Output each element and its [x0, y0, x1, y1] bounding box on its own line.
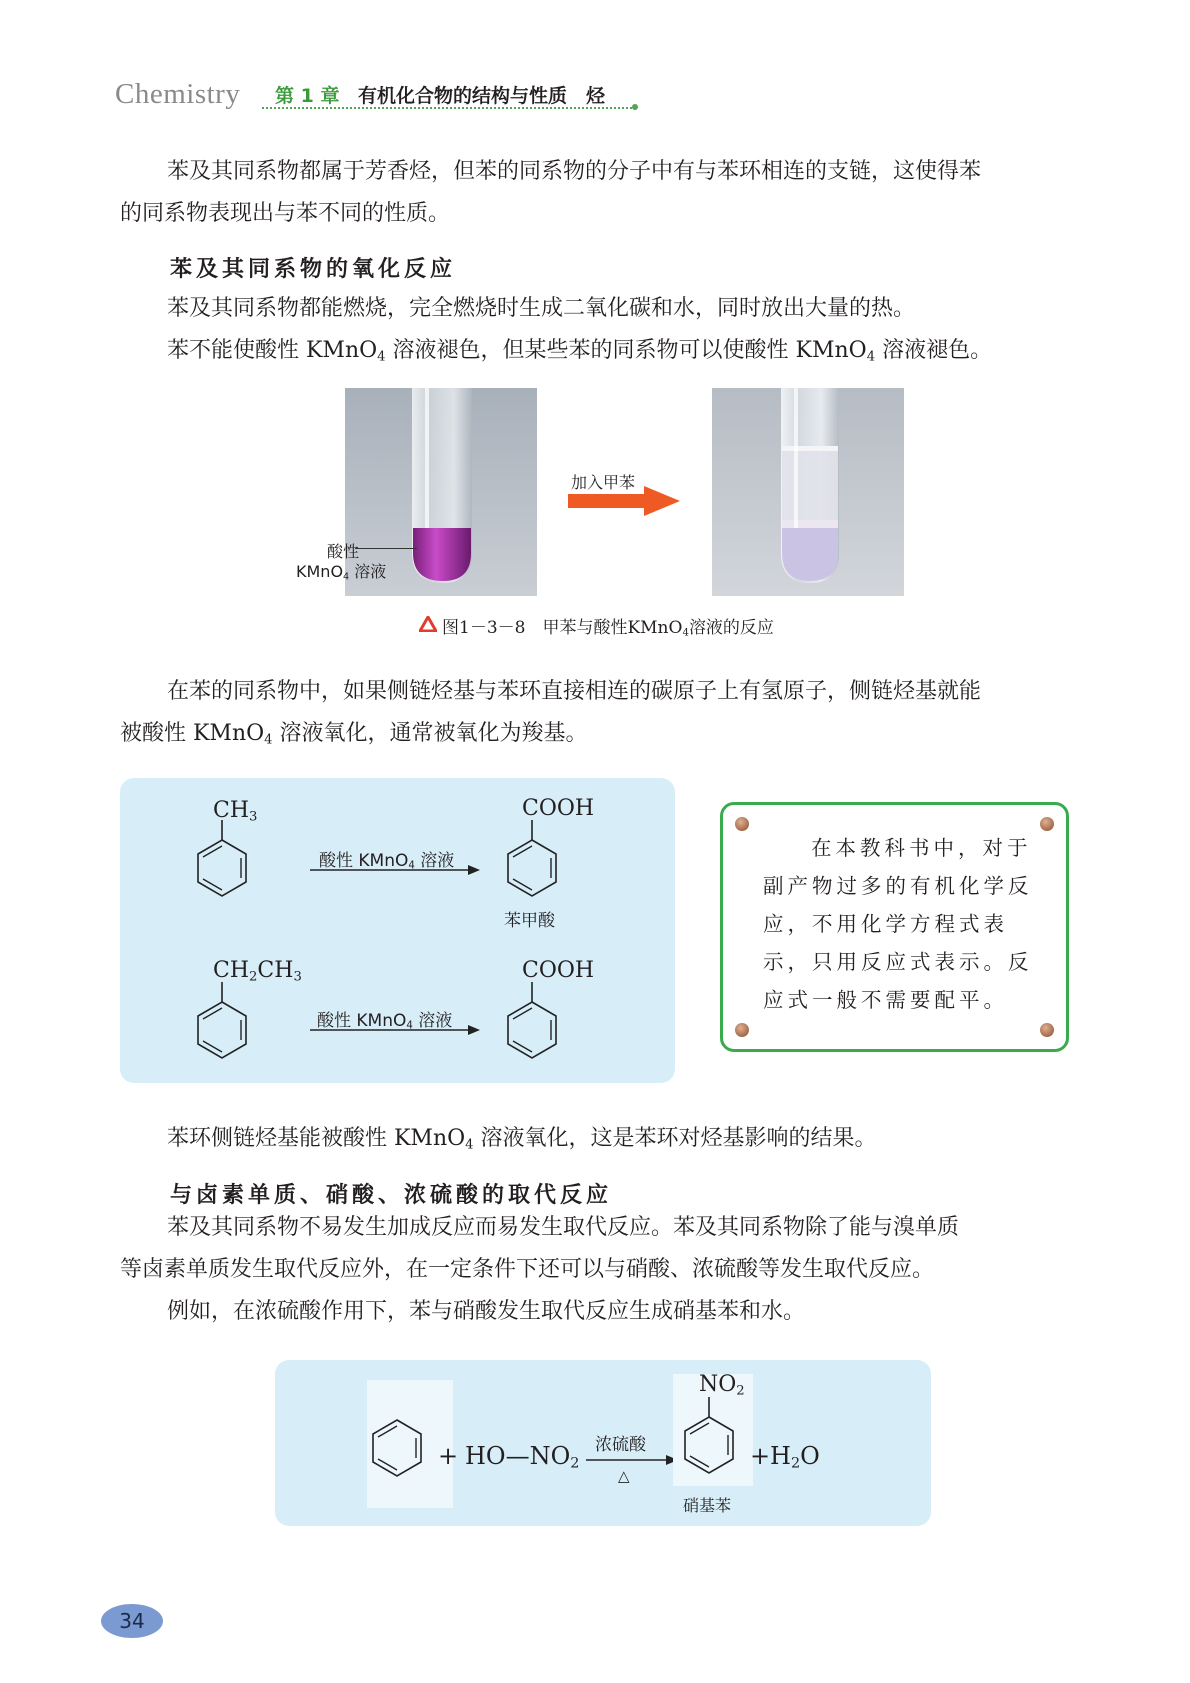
page-number: 34: [101, 1604, 163, 1638]
ethylbenzene-ring: [192, 982, 252, 1072]
benzoic-acid-formula-2: COOH: [522, 958, 595, 983]
toluene-formula: $CH_3$: [213, 798, 258, 825]
header-rule: [262, 107, 636, 109]
orange-arrow: [568, 486, 680, 516]
section1-paragraph: [120, 288, 1070, 378]
reagent-label-1: 酸性 KMnO$_4$ 溶液: [319, 851, 455, 872]
catalyst-label: 浓硫酸: [595, 1435, 646, 1455]
section1-heading: 苯及其同系物的氧化反应: [170, 257, 457, 282]
screw-icon: [735, 1023, 749, 1037]
toluene-ring: [192, 820, 252, 910]
note-text: 在本教科书中，对于副产物过多的有机化学反应，不用化学方程式表示，只用反应式表示。反应式一般不需要配平。: [763, 836, 1033, 1012]
section2-line3: 例如，在浓硫酸作用下，苯与硝酸发生取代反应生成硝基苯和水。: [167, 1299, 806, 1324]
section1-para1: 苯及其同系物都能燃烧，完全燃烧时生成二氧化碳和水，同时放出大量的热。: [167, 296, 916, 321]
nitric-acid-formula: $HO—NO_2$: [465, 1442, 580, 1472]
ethylbenzene-formula: $CH_2CH_3$: [213, 958, 302, 985]
benzoic-acid-ring: [502, 820, 562, 910]
screw-icon: [1040, 1023, 1054, 1037]
paragraph-3: [120, 671, 1070, 761]
nitration-reaction-box: [275, 1360, 931, 1526]
intro-line2: 的同系物表现出与苯不同的性质。: [120, 201, 451, 226]
test-tube-photo-after: [712, 388, 904, 596]
plus-sign-1: +: [438, 1442, 459, 1470]
header-dot: [632, 104, 638, 110]
caption-triangle-icon: [419, 616, 437, 632]
para3-line2: 被酸性 KMnO$_4$ 溶液氧化，通常被氧化为羧基。: [120, 721, 588, 748]
reaction-arrow-3: [586, 1454, 678, 1466]
section1-para2: 苯不能使酸性 KMnO$_4$ 溶液褪色，但某些苯的同系物可以使酸性 KMnO$_4$ 溶液褪色。: [167, 338, 993, 365]
figure-label-line2: KMnO$_4$ 溶液: [296, 562, 387, 583]
figure-label-leader: [355, 548, 417, 549]
benzoic-acid-formula: COOH: [522, 796, 595, 821]
section2-line2: 等卤素单质发生取代反应外，在一定条件下还可以与硝酸、浓硫酸等发生取代反应。: [120, 1257, 935, 1282]
figure-label-line1: 酸性: [327, 542, 360, 561]
header-title: 有机化合物的结构与性质 烃: [358, 85, 606, 107]
benzoic-acid-name: 苯甲酸: [504, 911, 555, 931]
intro-paragraph: [120, 151, 1070, 235]
benzoic-acid-ring-2: [502, 982, 562, 1072]
paragraph-4: 苯环侧链烃基能被酸性 KMnO$_4$ 溶液氧化，这是苯环对烃基影响的结果。: [167, 1126, 877, 1153]
reaction-arrow-2: [310, 1024, 480, 1036]
intro-line1: 苯及其同系物都属于芳香烃，但苯的同系物的分子中有与苯环相连的支链，这使得苯: [167, 159, 982, 184]
reagent-label-2: 酸性 KMnO$_4$ 溶液: [317, 1011, 453, 1032]
section2-line1: 苯及其同系物不易发生加成反应而易发生取代反应。苯及其同系物除了能与溴单质: [167, 1215, 960, 1240]
figure-arrow-text: 加入甲苯: [571, 473, 636, 492]
section2-paragraph: [120, 1207, 1070, 1333]
figure-caption: 图1－3－8 甲苯与酸性KMnO$_4$溶液的反应: [442, 618, 774, 639]
water-formula: $H_2O$: [770, 1442, 820, 1472]
para3-line1: 在苯的同系物中，如果侧链烃基与苯环直接相连的碳原子上有氢原子，侧链烃基就能: [167, 679, 982, 704]
screw-icon: [735, 817, 749, 831]
nitro-group-formula: $NO_2$: [699, 1372, 745, 1399]
reaction-arrow-1: [310, 864, 480, 876]
nitrobenzene-ring: [679, 1397, 739, 1489]
heat-symbol: △: [618, 1467, 630, 1485]
header-chapter: 第 1 章: [275, 85, 340, 107]
section2-heading: 与卤素单质、硝酸、浓硫酸的取代反应: [170, 1183, 613, 1208]
plus-sign-2: +: [750, 1442, 771, 1470]
nitrobenzene-name: 硝基苯: [683, 1496, 732, 1515]
note-box: [720, 802, 1069, 1052]
oxidation-reaction-box: [120, 778, 675, 1083]
benzene-ring: [367, 1400, 427, 1490]
header-brand: Chemistry: [115, 78, 241, 110]
